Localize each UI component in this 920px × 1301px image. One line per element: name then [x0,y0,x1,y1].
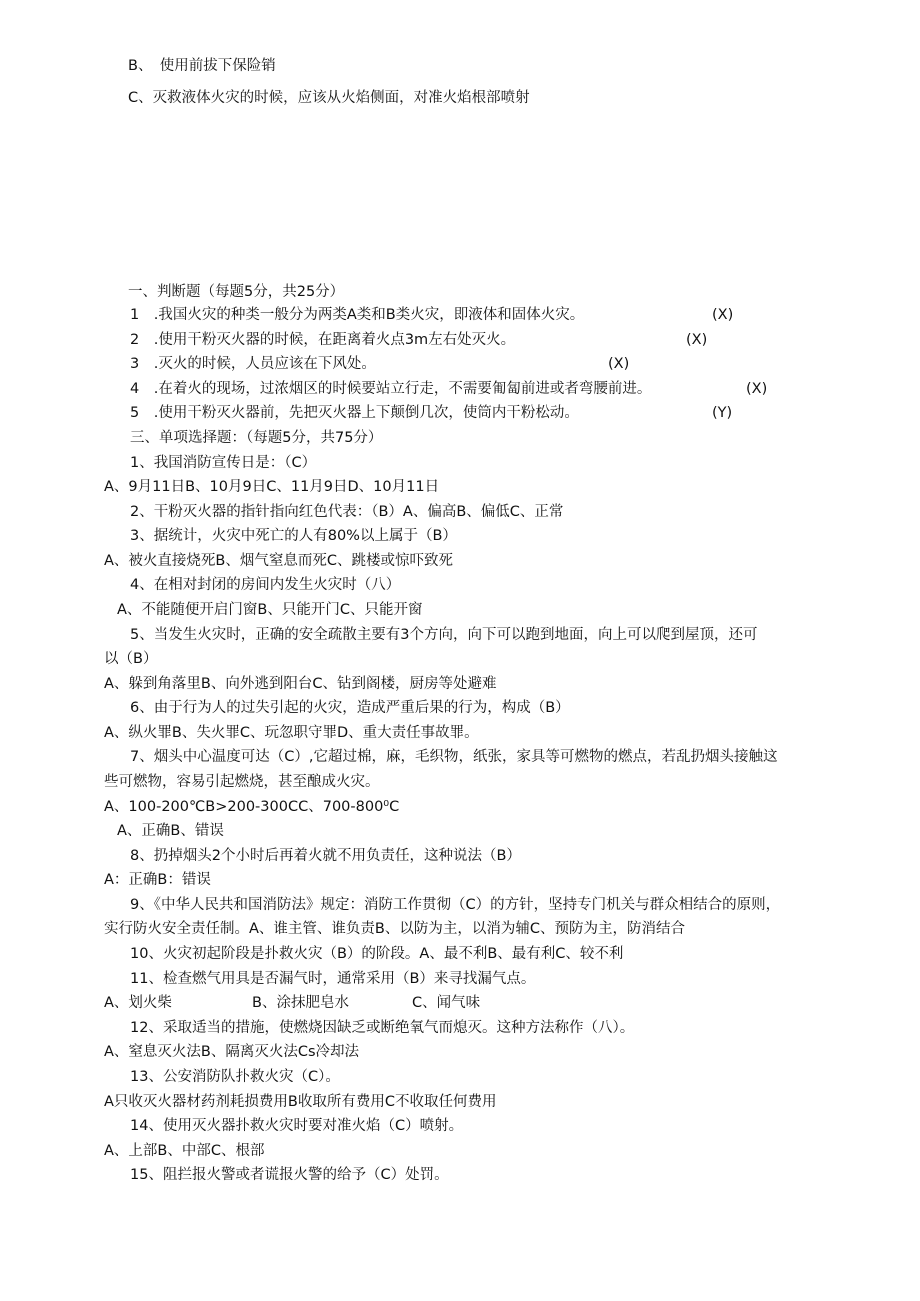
section-heading-judge: 一、判断题（每题5分，共25分） [128,284,345,300]
question-9: 9、《中华人民共和国消防法》规定：消防工作贯彻（C）的方针，坚持专门机关与群众相结合的原则， [130,897,781,913]
judge-item-2: 2 .使用干粉灭火器的时候，在距离着火点3m左右处灭火。 [130,332,516,348]
question-7-extra-options: A、正确B、错误 [117,823,224,839]
judge-item-5: 5 .使用干粉灭火器前，先把灭火器上下颠倒几次，使筒内干粉松动。 [130,405,579,421]
question-11-option-c: C、闻气味 [412,995,481,1011]
question-14-options: A、上部B、中部C、根部 [104,1143,265,1159]
question-11-option-a: A、划火柴 [104,995,172,1011]
question-7: 7、烟头中心温度可达（C）,它超过棉，麻，毛织物，纸张，家具等可燃物的燃点，若乱扔烟头接触这 [130,749,778,765]
question-5: 5、当发生火灾时，正确的安全疏散主要有3个方向，向下可以跑到地面，向上可以爬到屋顶，还可 [130,627,758,643]
judge-answer-4: (X) [746,381,768,397]
question-3: 3、据统计，火灾中死亡的人有80%以上属于（B） [130,528,457,544]
question-5-options: A、躲到角落里B、向外逃到阳台C、钻到阁楼，厨房等处避难 [104,676,497,692]
judge-answer-3: (X) [608,356,630,372]
question-8-options: A：正确B：错误 [104,872,211,888]
judge-answer-2: (X) [686,332,708,348]
question-14: 14、使用灭火器扑救火灾时要对准火焰（C）喷射。 [130,1118,464,1134]
question-7-options: A、100-200℃B>200-300CC、700-800⁰C [104,799,400,815]
question-15: 15、阻拦报火警或者谎报火警的给予（C）处罚。 [130,1167,449,1183]
question-10: 10、火灾初起阶段是扑救火灾（B）的阶段。A、最不利B、最有利C、较不利 [130,946,624,962]
question-12: 12、采取适当的措施，使燃烧因缺乏或断绝氧气而熄灭。这种方法称作（八）。 [130,1020,635,1036]
question-1-options: A、9月11日B、10月9日C、11月9日D、10月11日 [104,479,440,495]
question-11-option-b: B、涂抹肥皂水 [252,995,349,1011]
section-heading-choice: 三、单项选择题：（每题5分，共75分） [130,430,383,446]
question-5-cont: 以（B） [104,651,158,667]
question-4: 4、在相对封闭的房间内发生火灾时（八） [130,577,401,593]
question-4-options: A、不能随便开启门窗B、只能开门C、只能开窗 [117,602,423,618]
question-12-options: A、窒息灭火法B、隔离灭火法Cs冷却法 [104,1044,360,1060]
question-2: 2、干粉灭火器的指针指向红色代表：（B）A、偏高B、偏低C、正常 [130,504,564,520]
question-9-cont: 实行防火安全责任制。A、谁主管、谁负责B、以防为主，以消为辅C、预防为主，防消结合 [104,921,685,937]
question-3-options: A、被火直接烧死B、烟气窒息而死C、跳楼或惊吓致死 [104,553,453,569]
question-1: 1、我国消防宣传日是：（C） [130,455,317,471]
option-b-line: B、 使用前拔下保险销 [128,58,276,74]
judge-answer-1: (X) [712,307,734,323]
judge-item-4: 4 .在着火的现场，过浓烟区的时候要站立行走，不需要匍匐前进或者弯腰前进。 [130,381,652,397]
question-7-cont: 些可燃物，容易引起燃烧，甚至酿成火灾。 [104,774,380,790]
question-13: 13、公安消防队扑救火灾（C）。 [130,1069,340,1085]
question-11: 11、检查燃气用具是否漏气时，通常采用（B）来寻找漏气点。 [130,971,536,987]
question-8: 8、扔掉烟头2个小时后再着火就不用负责任，这种说法（B） [130,848,521,864]
judge-item-3: 3 .灭火的时候，人员应该在下风处。 [130,356,376,372]
judge-item-1: 1 .我国火灾的种类一般分为两类A类和B类火灾，即液体和固体火灾。 [130,307,585,323]
option-c-line: C、灭救液体火灾的时候，应该从火焰侧面，对准火焰根部喷射 [128,90,530,106]
judge-answer-5: (Y) [712,405,733,421]
question-13-options: A只收灭火器材药剂耗损费用B收取所有费用C不收取任何费用 [104,1094,497,1110]
question-6: 6、由于行为人的过失引起的火灾，造成严重后果的行为，构成（B） [130,700,570,716]
question-6-options: A、纵火罪B、失火罪C、玩忽职守罪D、重大责任事故罪。 [104,725,479,741]
